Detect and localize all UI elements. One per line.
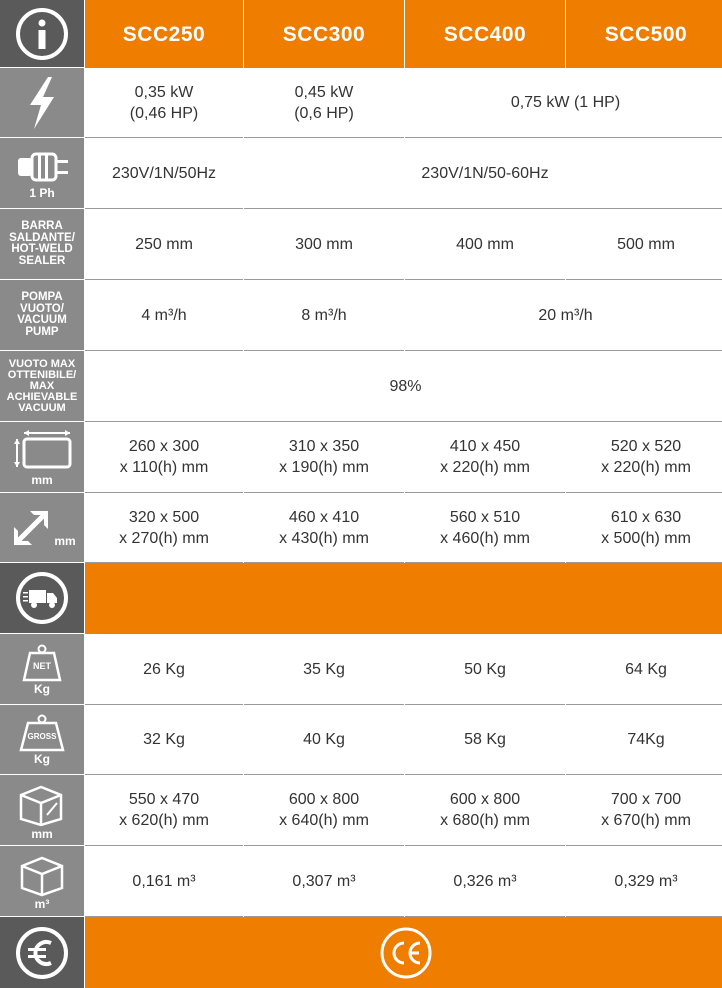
seal-bar-value: 300 mm bbox=[244, 209, 404, 280]
net-weight-value: 35 Kg bbox=[244, 634, 404, 705]
shipping-icon-cell bbox=[0, 563, 84, 634]
supply-value: 230V/1N/50Hz bbox=[85, 138, 243, 209]
seal-bar-value: 250 mm bbox=[85, 209, 243, 280]
net-weight-icon-text: NET bbox=[33, 660, 51, 671]
diagonal-arrow-icon bbox=[8, 505, 54, 551]
gross-weight-value: 32 Kg bbox=[85, 705, 243, 775]
volume-value: 0,326 m³ bbox=[405, 846, 565, 917]
chamber-size-icon bbox=[10, 429, 74, 473]
volume-icon-cell bbox=[0, 846, 84, 917]
external-value: 560 x 510 x 460(h) mm bbox=[405, 493, 565, 563]
shipping-band bbox=[85, 563, 722, 634]
box-icon bbox=[17, 853, 67, 897]
pump-icon-cell bbox=[0, 280, 84, 351]
chamber-icon-cell bbox=[0, 422, 84, 493]
power-value: 0,75 kW (1 HP) bbox=[405, 68, 722, 138]
model-header: SCC400 bbox=[405, 0, 565, 68]
vacuum-icon-cell bbox=[0, 351, 84, 422]
net-weight-value: 50 Kg bbox=[405, 634, 565, 705]
pump-value: 4 m³/h bbox=[85, 280, 243, 351]
chamber-icon-label: mm bbox=[31, 472, 53, 487]
lightning-icon bbox=[22, 75, 62, 131]
chamber-value: 310 x 350 x 190(h) mm bbox=[244, 422, 404, 493]
ce-band bbox=[85, 917, 722, 988]
chamber-value: 520 x 520 x 220(h) mm bbox=[566, 422, 722, 493]
seal-bar-icon-cell bbox=[0, 209, 84, 280]
volume-value: 0,307 m³ bbox=[244, 846, 404, 917]
pump-value: 8 m³/h bbox=[244, 280, 404, 351]
plug-icon bbox=[14, 148, 70, 186]
net-weight-value: 64 Kg bbox=[566, 634, 722, 705]
model-header: SCC300 bbox=[244, 0, 404, 68]
chamber-value: 260 x 300 x 110(h) mm bbox=[85, 422, 243, 493]
net-weight-value: 26 Kg bbox=[85, 634, 243, 705]
pump-label: POMPA VUOTO/ VACUUM PUMP bbox=[17, 291, 67, 338]
packing-value: 600 x 800 x 680(h) mm bbox=[405, 775, 565, 846]
gross-weight-value: 74Kg bbox=[566, 705, 722, 775]
volume-value: 0,161 m³ bbox=[85, 846, 243, 917]
seal-bar-label: BARRA SALDANTE/ HOT-WELD SEALER bbox=[9, 220, 75, 267]
vacuum-value: 98% bbox=[85, 351, 722, 422]
gross-weight-value: 58 Kg bbox=[405, 705, 565, 775]
model-header: SCC500 bbox=[566, 0, 722, 68]
price-icon-cell bbox=[0, 917, 84, 988]
info-icon-cell bbox=[0, 0, 84, 68]
external-value: 320 x 500 x 270(h) mm bbox=[85, 493, 243, 563]
gross-weight-icon-label: Kg bbox=[34, 752, 50, 766]
seal-bar-value: 400 mm bbox=[405, 209, 565, 280]
net-weight-icon-cell bbox=[0, 634, 84, 705]
ce-mark bbox=[378, 925, 434, 981]
gross-weight-icon-text: GROSS bbox=[27, 732, 57, 741]
volume-icon-label: m³ bbox=[34, 896, 50, 911]
external-value: 460 x 410 x 430(h) mm bbox=[244, 493, 404, 563]
truck-icon bbox=[14, 570, 70, 626]
power-value: 0,45 kW (0,6 HP) bbox=[244, 68, 404, 138]
box-icon bbox=[15, 781, 69, 827]
packing-value: 700 x 700 x 670(h) mm bbox=[566, 775, 722, 846]
gross-weight-value: 40 Kg bbox=[244, 705, 404, 775]
external-value: 610 x 630 x 500(h) mm bbox=[566, 493, 722, 563]
pump-value: 20 m³/h bbox=[405, 280, 722, 351]
external-icon-label: mm bbox=[54, 533, 76, 548]
seal-bar-value: 500 mm bbox=[566, 209, 722, 280]
supply-icon-cell bbox=[0, 138, 84, 209]
power-value: 0,35 kW (0,46 HP) bbox=[85, 68, 243, 138]
packing-icon-label: mm bbox=[31, 826, 53, 841]
chamber-value: 410 x 450 x 220(h) mm bbox=[405, 422, 565, 493]
supply-icon-label: 1 Ph bbox=[29, 185, 55, 200]
gross-weight-icon-cell bbox=[0, 705, 84, 775]
power-icon-cell bbox=[0, 68, 84, 138]
info-icon bbox=[14, 6, 70, 62]
vacuum-label: VUOTO MAX OTTENIBILE/ MAX ACHIEVABLE VACUUM bbox=[6, 357, 78, 414]
external-icon-cell bbox=[0, 493, 84, 563]
supply-value: 230V/1N/50-60Hz bbox=[244, 138, 722, 209]
euro-icon bbox=[14, 925, 70, 981]
model-header: SCC250 bbox=[85, 0, 243, 68]
packing-value: 550 x 470 x 620(h) mm bbox=[85, 775, 243, 846]
packing-value: 600 x 800 x 640(h) mm bbox=[244, 775, 404, 846]
net-weight-icon-label: Kg bbox=[34, 681, 50, 696]
volume-value: 0,329 m³ bbox=[566, 846, 722, 917]
packing-icon-cell bbox=[0, 775, 84, 846]
